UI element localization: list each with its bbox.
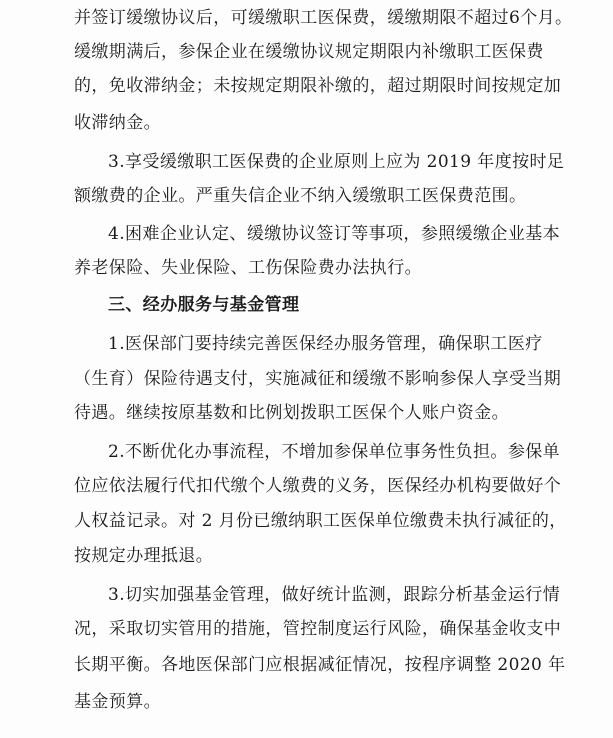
text-line: 长期平衡。各地医保部门应根据减征情况，按程序调整 2020 年 bbox=[74, 655, 566, 675]
text-line: 养老保险、失业保险、工伤保险费办法执行。 bbox=[74, 258, 422, 278]
text-line: 2.不断优化办事流程，不增加参保单位事务性负担。参保单 bbox=[108, 442, 561, 462]
text-line: 收滞纳金。 bbox=[74, 113, 161, 133]
text-line: 基金预算。 bbox=[74, 692, 161, 712]
text-line: 按规定办理抵退。 bbox=[74, 546, 214, 566]
text-line: 4.困难企业认定、缓缴协议签订等事项，参照缓缴企业基本 bbox=[108, 224, 561, 244]
text-line: 位应依法履行代扣代缴个人缴费的义务，医保经办机构要做好个 bbox=[74, 476, 562, 496]
text-line: 况，采取切实管用的措施，管控制度运行风险，确保基金收支中 bbox=[74, 619, 562, 639]
text-line: 的，免收滞纳金；未按规定期限补缴的，超过期限时间按规定加 bbox=[74, 76, 562, 96]
text-line: 待遇。继续按原基数和比例划拨职工医保个人账户资金。 bbox=[74, 403, 509, 423]
text-line: 并签订缓缴协议后，可缓缴职工医保费，缓缴期限不超过6个月。 bbox=[74, 8, 573, 28]
text-line: 人权益记录。对 2 月份已缴纳职工医保单位缴费未执行减征的， bbox=[74, 511, 567, 531]
text-line: 3.享受缓缴职工医保费的企业原则上应为 2019 年度按时足 bbox=[108, 152, 565, 172]
text-line: 1.医保部门要持续完善医保经办服务管理，确保职工医疗 bbox=[108, 334, 543, 354]
text-line: （生育）保险待遇支付，实施减征和缓缴不影响参保人享受当期 bbox=[74, 369, 562, 389]
text-line: 额缴费的企业。严重失信企业不纳入缓缴职工医保费范围。 bbox=[74, 186, 527, 206]
text-line: 3.切实加强基金管理，做好统计监测，跟踪分析基金运行情 bbox=[108, 585, 561, 605]
text-line: 缓缴期满后，参保企业在缓缴协议规定期限内补缴职工医保费 bbox=[74, 42, 544, 62]
section-heading: 三、经办服务与基金管理 bbox=[108, 295, 300, 315]
